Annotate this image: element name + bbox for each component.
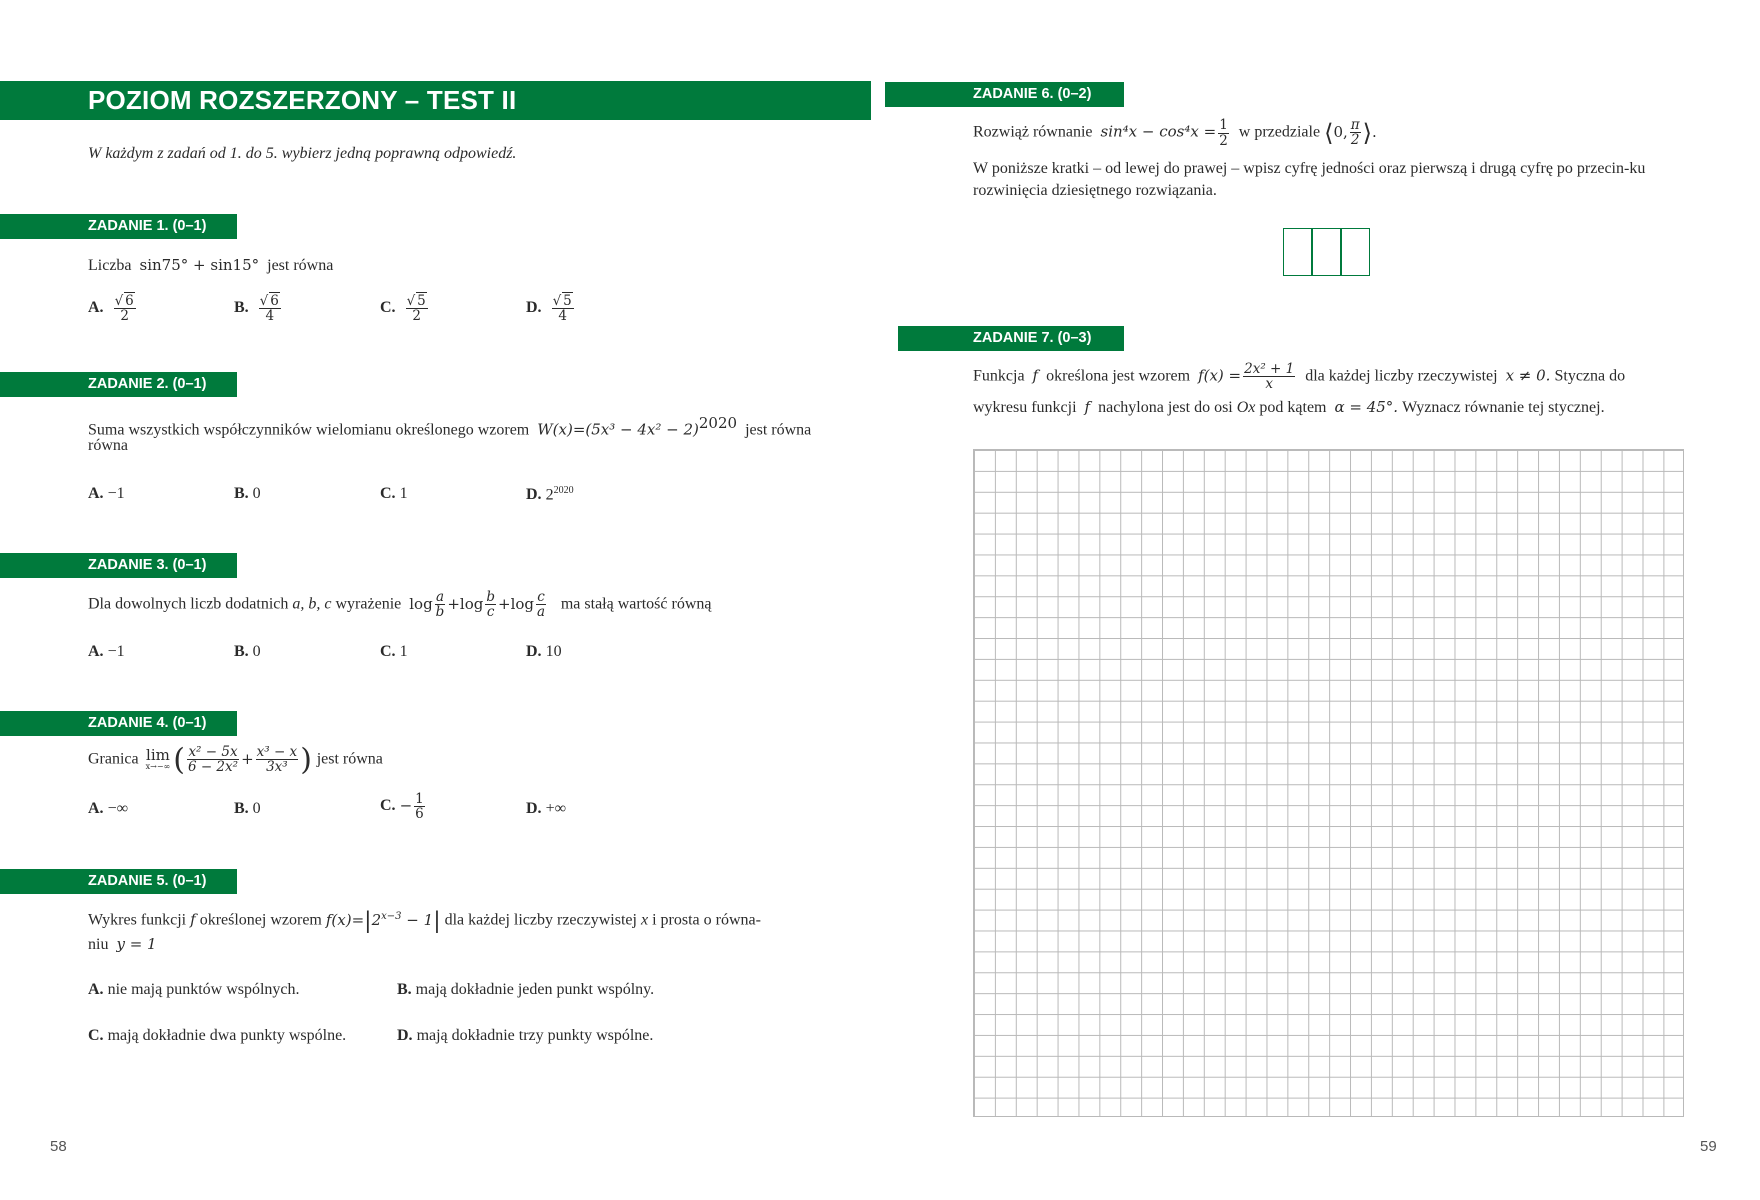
task-2-question-cont: równa xyxy=(88,437,128,454)
task-5-label: ZADANIE 5. (0–1) xyxy=(88,873,207,889)
task-4-option-d[interactable]: D. +∞ xyxy=(526,800,566,817)
task-4-option-b[interactable]: B. 0 xyxy=(234,800,261,817)
task-3-label: ZADANIE 3. (0–1) xyxy=(88,557,207,573)
answer-boxes[interactable] xyxy=(1283,228,1370,276)
task-7-question-line1: Funkcja f określona jest wzorem f(x) = $\frac{\text{2x² + 1}}{x}$ dla każdej liczby rzeczywistej x ≠ 0. Styczna do xyxy=(973,361,1626,393)
answer-box-divider xyxy=(1340,229,1342,275)
task-1-option-d[interactable]: D. $\frac{√ 5}{4}$ xyxy=(526,293,572,325)
task-1-header xyxy=(0,214,237,239)
task-5-question-cont: niu y = 1 xyxy=(88,935,157,953)
task-1-expression: sin75° + sin15° xyxy=(139,256,260,274)
task-2-header xyxy=(0,372,237,397)
instruction-text: W każdym z zadań od 1. do 5. wybierz jedną poprawną odpowiedź. xyxy=(88,145,517,162)
answer-grid[interactable] xyxy=(973,449,1684,1117)
task-1-option-c[interactable]: C. $\frac{√ 5}{2}$ xyxy=(380,293,426,325)
task-5-option-b[interactable]: B. mają dokładnie jeden punkt wspólny. xyxy=(397,981,655,998)
task-3-formula: log $\frac{a}{b}$ +log $\frac{b}{c}$ +log $\frac{c}{a}$ xyxy=(409,589,546,621)
task-6-instruction: W poniższe kratki – od lewej do prawej – wpisz cyfrę jedności oraz pierwszą i drugą cyfrę po przecin-ku rozwinięcia dziesiętnego rozwiązania. xyxy=(973,160,1646,199)
task-5-option-a[interactable]: A. nie mają punktów wspólnych. xyxy=(88,981,300,998)
page-title: POZIOM ROZSZERZONY – TEST II xyxy=(88,85,517,115)
task-6-header xyxy=(885,82,1124,107)
task-3-option-c[interactable]: C. 1 xyxy=(380,643,408,660)
task-5-formula: $f(x)=|2^{x-3} - 1|$ xyxy=(325,908,441,933)
task-4-formula: lim x→−∞ ( $\frac{\text{x² − 5x}}{\text{6 − 2x²}}$ + $\frac{\text{x³ − x}}{\text{3x³}}$ ) xyxy=(145,742,312,777)
task-1-option-a[interactable]: A. $\frac{√ 6}{2}$ xyxy=(88,293,134,325)
task-5-question: Wykres funkcji f określonej wzorem $f(x)=|2^{x-3} - 1|$ dla każdej liczby rzeczywistej x i prosta o równa- xyxy=(88,908,761,933)
task-2-question: Suma wszystkich współczynników wielomianu określonego wzorem $W(x)=(5x^3 - 4x^2 - 2)^{2020}$ jest równa xyxy=(88,414,812,439)
task-2-formula: W(x)=(5x³ − 4x² − 2) xyxy=(537,420,699,439)
task-6-label: ZADANIE 6. (0–2) xyxy=(973,86,1092,102)
task-3-option-d[interactable]: D. 10 xyxy=(526,643,562,660)
task-2-label: ZADANIE 2. (0–1) xyxy=(88,376,207,392)
task-2-option-b[interactable]: B. 0 xyxy=(234,485,261,502)
task-5-option-c[interactable]: C. mają dokładnie dwa punkty wspólne. xyxy=(88,1027,347,1044)
task-4-header xyxy=(0,711,237,736)
task-3-header xyxy=(0,553,237,578)
task-4-option-a[interactable]: A. −∞ xyxy=(88,800,128,817)
answer-box-divider xyxy=(1311,229,1313,275)
task-6-question: Rozwiąż równanie sin⁴x − cos⁴x = $\frac{1}{2}$ w przedziale ⟨0, $\frac{\pi}{2}$ ⟩. xyxy=(973,117,1377,149)
task-1-question: Liczba sin75° + sin15° jest równa xyxy=(88,256,334,274)
main-title-bar xyxy=(0,81,871,120)
task-7-question-line2: wykresu funkcji f nachylona jest do osi Ox pod kątem α = 45°. Wyznacz równanie tej stycznej. xyxy=(973,398,1605,416)
task-3-option-a[interactable]: A. −1 xyxy=(88,643,125,660)
task-3-question: Dla dowolnych liczb dodatnich a, b, c wyrażenie log $\frac{a}{b}$ +log $\frac{b}{c}$ +log $\frac{c}{a}$ ma stałą wartość równą xyxy=(88,589,712,621)
page-number-left: 58 xyxy=(50,1138,67,1155)
task-5-header xyxy=(0,869,237,894)
task-4-option-c[interactable]: C. − $\frac{1}{6}$ xyxy=(380,791,424,823)
task-2-option-a[interactable]: A. −1 xyxy=(88,485,125,502)
task-4-question: Granica lim x→−∞ ( $\frac{\text{x² − 5x}}{\text{6 − 2x²}}$ + $\frac{\text{x³ − x}}{\text{3x³}}$ ) jest równa xyxy=(88,742,383,777)
task-2-option-d[interactable]: D. $2^{2020}$ xyxy=(526,485,574,504)
page-number-right: 59 xyxy=(1700,1138,1717,1155)
task-3-option-b[interactable]: B. 0 xyxy=(234,643,261,660)
task-7-header xyxy=(898,326,1124,351)
task-5-option-d[interactable]: D. mają dokładnie trzy punkty wspólne. xyxy=(397,1027,654,1044)
task-1-label: ZADANIE 1. (0–1) xyxy=(88,218,207,234)
task-4-label: ZADANIE 4. (0–1) xyxy=(88,715,207,731)
task-1-option-b[interactable]: B. $\frac{√ 6}{4}$ xyxy=(234,293,279,325)
task-7-label: ZADANIE 7. (0–3) xyxy=(973,330,1092,346)
task-2-option-c[interactable]: C. 1 xyxy=(380,485,408,502)
